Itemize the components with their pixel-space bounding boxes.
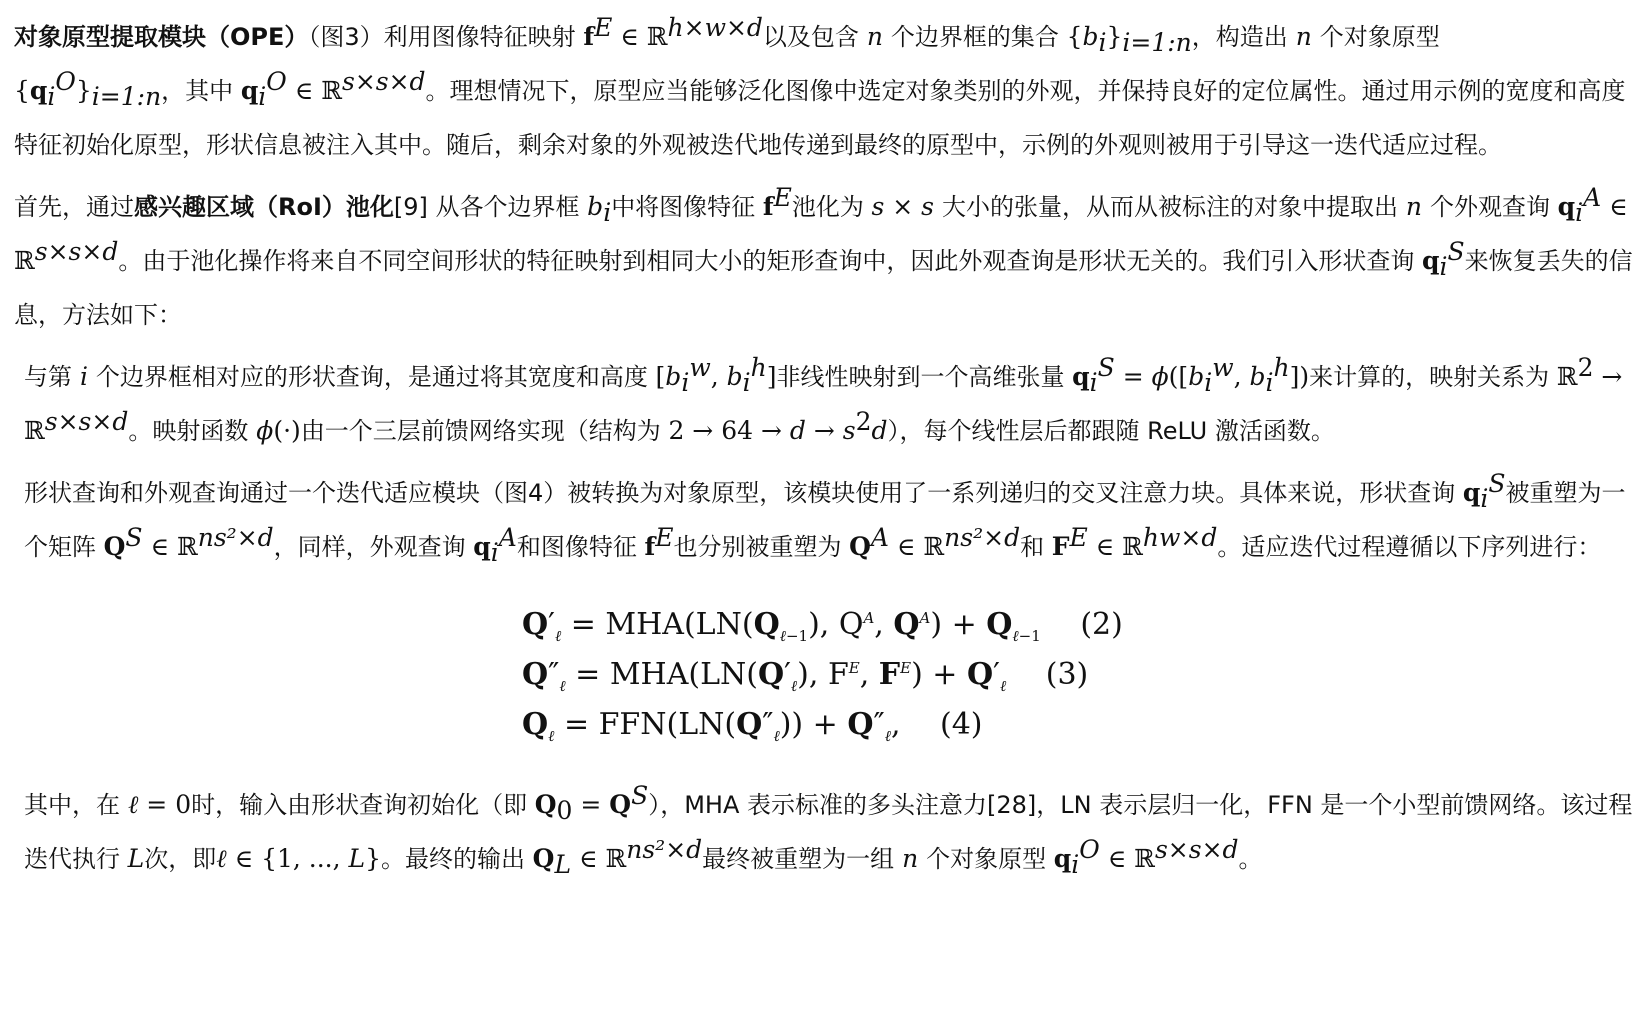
paragraph-roi-pooling: 首先，通过感兴趣区域（RoI）池化[9] 从各个边界框 $b_i$中将图像特征 $f^E$池化为 s × s 大小的张量，从而从被标注的对象中提取出 n 个外观查询 $q_i^A$ ∈ ℝ$^{s\times s\times d}$。由于池化操作将来自不同空间形状的特征映射到相同大小的矩形查询中，因此外观查询是形状无关的。我们引入形状查询 $q_i^S$来恢复丢失的信息，方法如下： (14, 183, 1633, 329)
paragraph-shape-query: 与第 i 个边界框相对应的形状查询，是通过将其宽度和高度 [$b_i^w$, $b_i^h$]非线性映射到一个高维张量 $q_i^S = \phi([b_i^w$, $b_i^h$])来计算的，映射关系为 ℝ$^2$ → ℝ$^{s\times s\times d}$。映射函数 ϕ(·)由一个三层前馈网络实现（结构为 $2 \to 64 \to d \to s^2d$），每个线性层后都跟随 ReLU 激活函数。 (24, 353, 1623, 445)
term-ope: 对象原型提取模块（OPE） (14, 23, 309, 51)
term-roi-pooling: 感兴趣区域（RoI）池化 (134, 193, 394, 221)
equation-number: (4) (940, 707, 983, 742)
paragraph-ope-intro: 对象原型提取模块（OPE）（图3）利用图像特征映射 $f^E$ ∈ ℝ$^{h\times w\times d}$以及包含 n 个边界框的集合 $\{b_i\}_{i=1:n}$，构造出 n 个对象原型 $\{q_i^O\}_{i=1:n}$，其中 $q_i^O$ ∈ ℝ$^{s\times s\times d}$。理想情况下，原型应当能够泛化图像中选定对象类别的外观，并保持良好的定位属性。通过用示例的宽度和高度特征初始化原型，形状信息被注入其中。随后，剩余对象的外观被迭代地传递到最终的原型中，示例的外观则被用于引导这一迭代适应过程。 (14, 13, 1626, 159)
equation-number: (2) (1080, 607, 1123, 642)
equation-3: $Q''_\ell = MHA(LN(Q'_\ell)$, $F^E$, $F^E) + Q'_\ell$ (3) (522, 657, 1089, 695)
equation-2: $Q'_\ell = MHA(LN(Q_{\ell-1})$, $Q^A$, $Q^A) + Q_{\ell-1}$ (2) (522, 607, 1123, 645)
paragraph-final-output: 其中，在 ℓ = 0时，输入由形状查询初始化（即 $Q_0 = Q^S$），MHA 表示标准的多头注意力[28]，LN 表示层归一化，FFN 是一个小型前馈网络。该过程迭代执行 L次，即ℓ ∈ {1, ..., L}。最终的输出 $Q_L$ ∈ ℝ$^{ns^2\times d}$最终被重塑为一组 n 个对象原型 $q_i^O$ ∈ ℝ$^{s\times s\times d}$。 (24, 781, 1633, 879)
equation-block (14, 600, 1638, 750)
equation-number: (3) (1045, 657, 1089, 692)
paragraph-iterative-adaptation: 形状查询和外观查询通过一个迭代适应模块（图4）被转换为对象原型，该模块使用了一系列递归的交叉注意力块。具体来说，形状查询 $q_i^S$被重塑为一个矩阵 $Q^S$ ∈ ℝ$^{ns^2\times d}$，同样，外观查询 $q_i^A$和图像特征 $f^E$也分别被重塑为 $Q^A$ ∈ ℝ$^{ns^2\times d}$和 $F^E$ ∈ ℝ$^{hw\times d}$。适应迭代过程遵循以下序列进行： (24, 469, 1626, 567)
equation-4: $Q_\ell = FFN(LN(Q''_\ell)) + Q''_\ell$, (4) (522, 707, 983, 745)
